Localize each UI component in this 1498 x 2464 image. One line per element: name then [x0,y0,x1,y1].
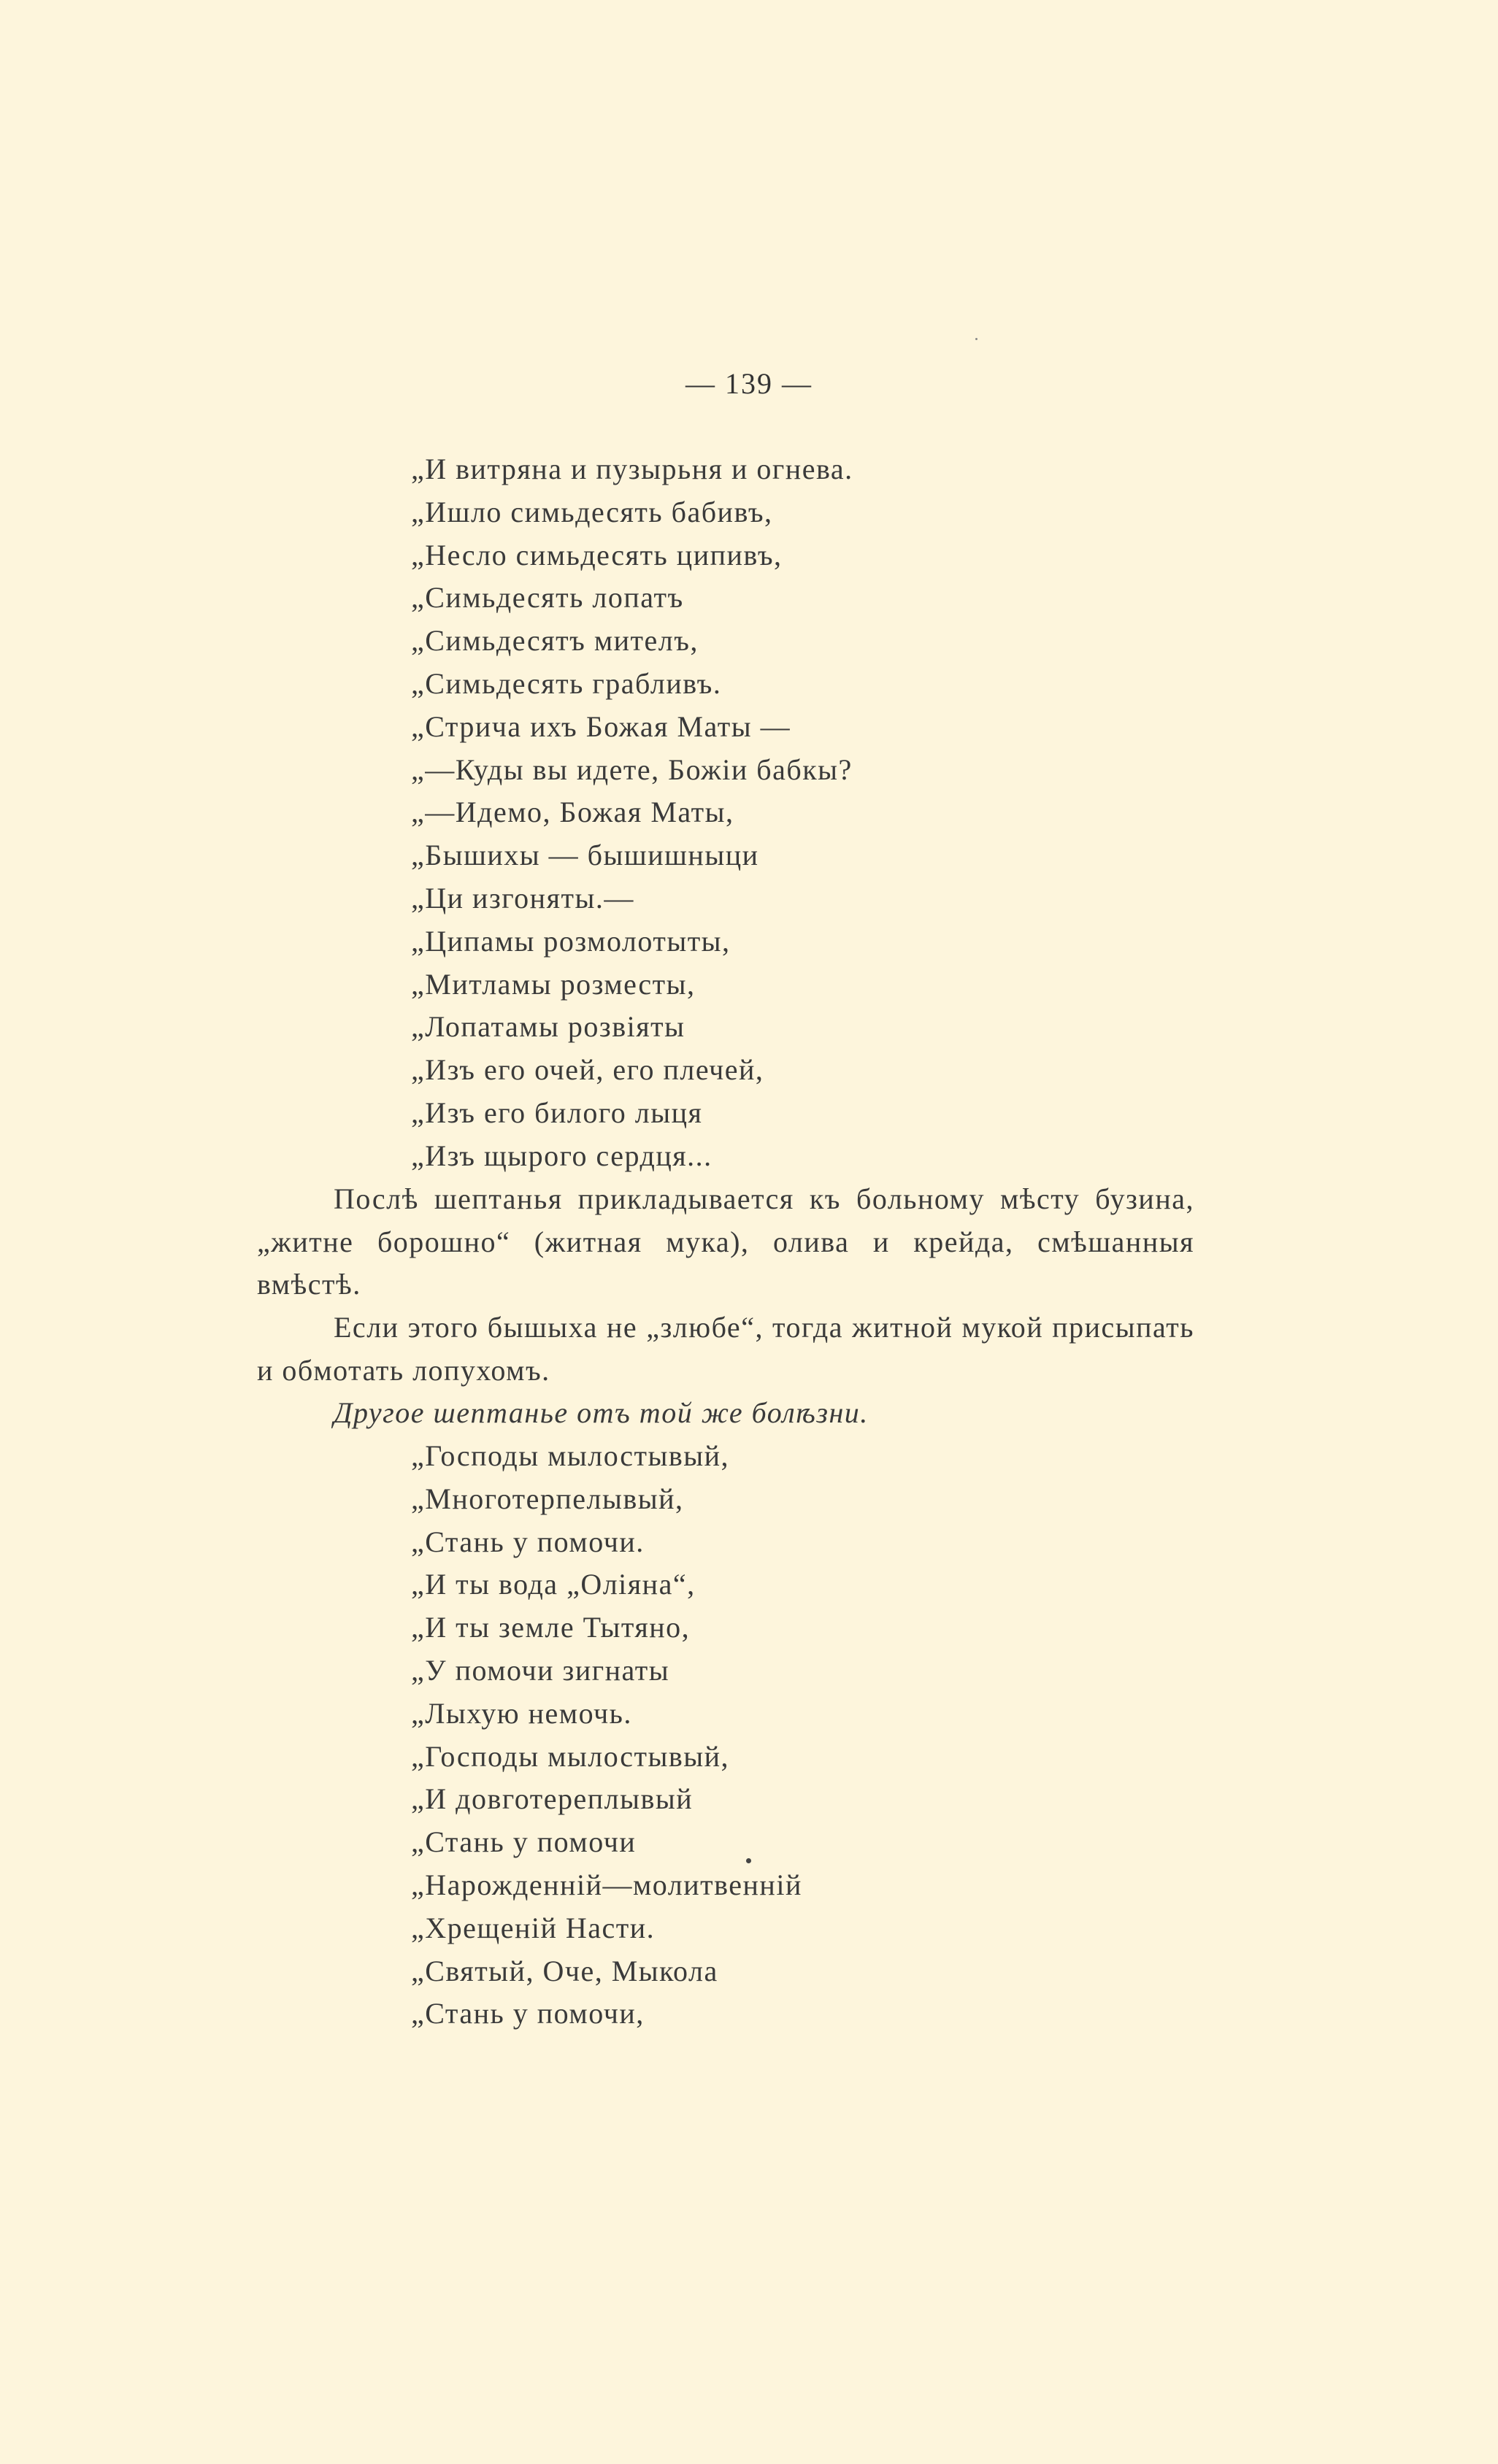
verse-line: „Изъ его билого лыця [411,1096,703,1129]
verse-line: „Симьдесять лопатъ [411,581,684,615]
verse-line: „Ишло симьдесять бабивъ, [411,495,773,528]
verse-line: „Лопатамы розвіяты [411,1010,685,1044]
verse-line: „Святый, Оче, Мыкола [411,1954,718,1987]
verse-line: „Хрещеній Насти. [411,1911,656,1944]
verse-line: „Ципамы розмолотыты, [411,924,731,958]
verse-line: „Симьдесятъ мителъ, [411,624,699,658]
verse-line: „Изъ щырого сердця... [411,1139,712,1172]
verse-line: „—Куды вы идете, Божіи бабкы? [411,752,853,786]
page-number: — 139 — [685,367,813,400]
verse-line: „Нарожденній—молитвенній [411,1868,802,1901]
prose-paragraph-remedy: Послѣ шептанья прикладывается къ больному мѣсту бузина, „житне борошно“ (житная мука), олива и крейда, смѣшанныя вмѣстѣ. [257,1182,1194,1301]
section-subheading: Другое шептанье отъ той же болѣзни. [334,1396,869,1429]
verse-line: „Стрича ихъ Божая Маты — [411,709,791,743]
verse-line: „И довготереплывый [411,1782,694,1816]
verse-block-2 [411,1435,802,2036]
verse-line: „И ты вода „Оліяна“, [411,1568,696,1601]
verse-line: „Митламы розместы, [411,967,696,1001]
verse-line: „Стань у помочи [411,1825,637,1859]
verse-line: „Господы мылостывый, [411,1439,730,1472]
verse-line: „Бышихы — бышишныци [411,839,759,872]
verse-line: „—Идемо, Божая Маты, [411,796,734,829]
verse-line: „Лыхую немочь. [411,1696,632,1730]
verse-line: „Ци изгоняты.— [411,881,634,915]
verse-block-1 [411,448,853,1178]
verse-line: „Несло симьдесять ципивъ, [411,538,783,571]
verse-line: „Многотерпелывый, [411,1482,684,1515]
verse-line: „У помочи зигнаты [411,1653,670,1687]
ink-dot [746,1858,751,1863]
verse-line: „Изъ его очей, его плечей, [411,1053,764,1087]
verse-line: „Симьдесять грабливъ. [411,666,722,700]
paper-speck [975,338,977,340]
verse-line: „Стань у помочи, [411,1997,645,2030]
prose-paragraph-alternative: Если этого бышыха не „злюбе“, тогда житной мукой присыпать и обмотать лопухомъ. [257,1311,1194,1387]
verse-line: „Стань у помочи. [411,1525,645,1558]
verse-line: „И ты земле Тытяно, [411,1611,691,1644]
verse-line: „Господы мылостывый, [411,1739,730,1773]
verse-line: „И витряна и пузырьня и огнева. [411,453,853,485]
